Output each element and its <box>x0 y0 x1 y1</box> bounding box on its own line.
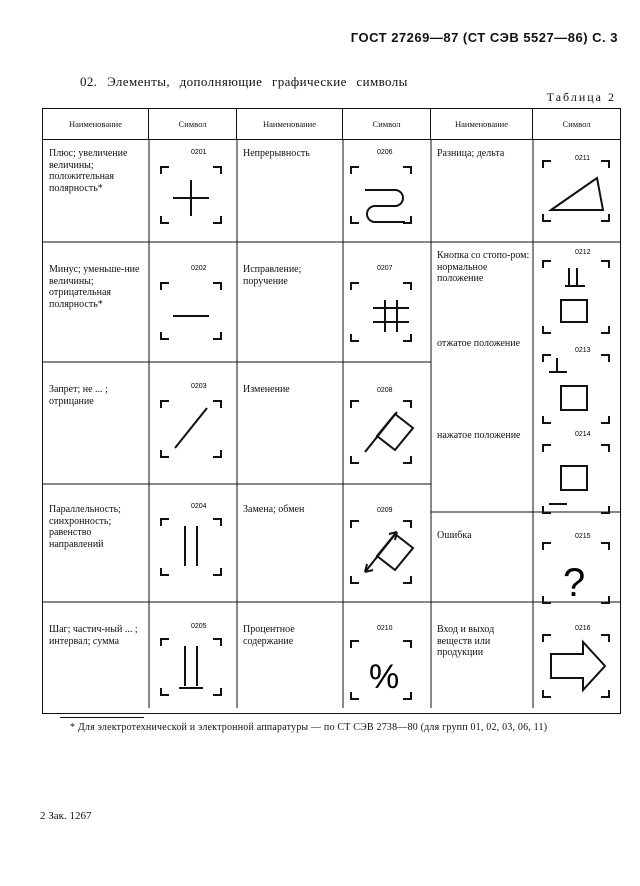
name-0212: Кнопка со стопо-ром: нормальное положение <box>437 250 530 284</box>
code-0203: 0203 <box>191 383 207 390</box>
frame-0205 <box>161 639 221 695</box>
print-signature: 2 Зак. 1267 <box>40 810 92 822</box>
col-header-symbol-3: Символ <box>533 109 621 140</box>
code-0208: 0208 <box>377 387 393 394</box>
frame-0216 <box>543 635 609 697</box>
name-0203: Запрет; не ... ; отрицание <box>49 384 108 407</box>
percent-symbol: % <box>369 658 400 696</box>
name-0214: нажатое положение <box>437 430 521 441</box>
input-output-arrow-symbol <box>551 642 605 690</box>
code-0207: 0207 <box>377 265 393 272</box>
pushbutton-released-symbol <box>549 358 587 410</box>
code-0213: 0213 <box>575 347 591 354</box>
code-0211: 0211 <box>575 155 591 162</box>
code-0209: 0209 <box>377 507 393 514</box>
table-header-row <box>43 109 621 140</box>
frame-0214 <box>543 445 609 513</box>
code-0206: 0206 <box>377 149 393 156</box>
continuity-symbol <box>365 190 405 222</box>
question-symbol: ? <box>563 561 586 605</box>
footnote: * Для электротехнической и электронной аппаратуры — по СТ СЭВ 2738—80 (для групп 01, 02, 03, 06, 11) <box>70 722 548 733</box>
name-0211: Разница; дельта <box>437 148 505 159</box>
code-0201: 0201 <box>191 149 207 156</box>
name-0209: Замена; обмен <box>243 504 305 515</box>
frame-0213 <box>543 355 609 423</box>
step-symbol <box>179 646 203 688</box>
footnote-divider <box>60 717 144 718</box>
code-0205: 0205 <box>191 623 207 630</box>
frame-0202 <box>161 283 221 339</box>
name-0215: Ошибка <box>437 530 472 541</box>
name-0202: Минус; уменьше-ние величины; отрицательная полярность* <box>49 264 140 310</box>
col-header-symbol-1: Символ <box>149 109 237 140</box>
name-0206: Непрерывность <box>243 148 310 159</box>
pushbutton-normal-symbol <box>561 268 587 322</box>
name-0201: Плюс; увеличение величины; положительная полярность* <box>49 148 128 194</box>
code-0202: 0202 <box>191 265 207 272</box>
correction-symbol <box>373 300 409 332</box>
table-label: Таблица 2 <box>546 90 616 104</box>
name-0205: Шаг; частич-ный ... ; интервал; сумма <box>49 624 138 647</box>
name-0213: отжатое положение <box>437 338 521 349</box>
code-0204: 0204 <box>191 503 207 510</box>
name-0208: Изменение <box>243 384 290 395</box>
parallel-symbol <box>185 526 197 566</box>
col-header-name-3: Наименование <box>431 109 533 140</box>
code-0212: 0212 <box>575 249 591 256</box>
table-body-row <box>43 140 621 714</box>
col-header-name-1: Наименование <box>43 109 149 140</box>
delta-symbol <box>551 178 603 210</box>
col-header-name-2: Наименование <box>237 109 343 140</box>
symbols-table <box>42 108 621 714</box>
code-0215: 0215 <box>575 533 591 540</box>
plus-symbol <box>173 180 209 216</box>
name-0207: Исправление; поручение <box>243 264 302 287</box>
code-0210: 0210 <box>377 625 393 632</box>
exchange-symbol <box>365 532 413 572</box>
code-0216: 0216 <box>575 625 591 632</box>
page-header: ГОСТ 27269—87 (СТ СЭВ 5527—86) С. 3 <box>350 30 618 45</box>
prohibition-symbol <box>175 408 207 448</box>
name-0204: Параллельность; синхронность; равенство направлений <box>49 504 121 550</box>
change-symbol <box>365 412 413 452</box>
frame-0207 <box>351 283 411 341</box>
name-0216: Вход и выход веществ или продукции <box>437 624 495 658</box>
symbols-canvas <box>43 140 621 708</box>
code-0214: 0214 <box>575 431 591 438</box>
name-0210: Процентное содержание <box>243 624 295 647</box>
pushbutton-pressed-symbol <box>549 466 587 504</box>
section-title: 02. Элементы, дополняющие графические символы <box>80 74 408 89</box>
frame-0204 <box>161 519 221 575</box>
col-header-symbol-2: Символ <box>343 109 431 140</box>
